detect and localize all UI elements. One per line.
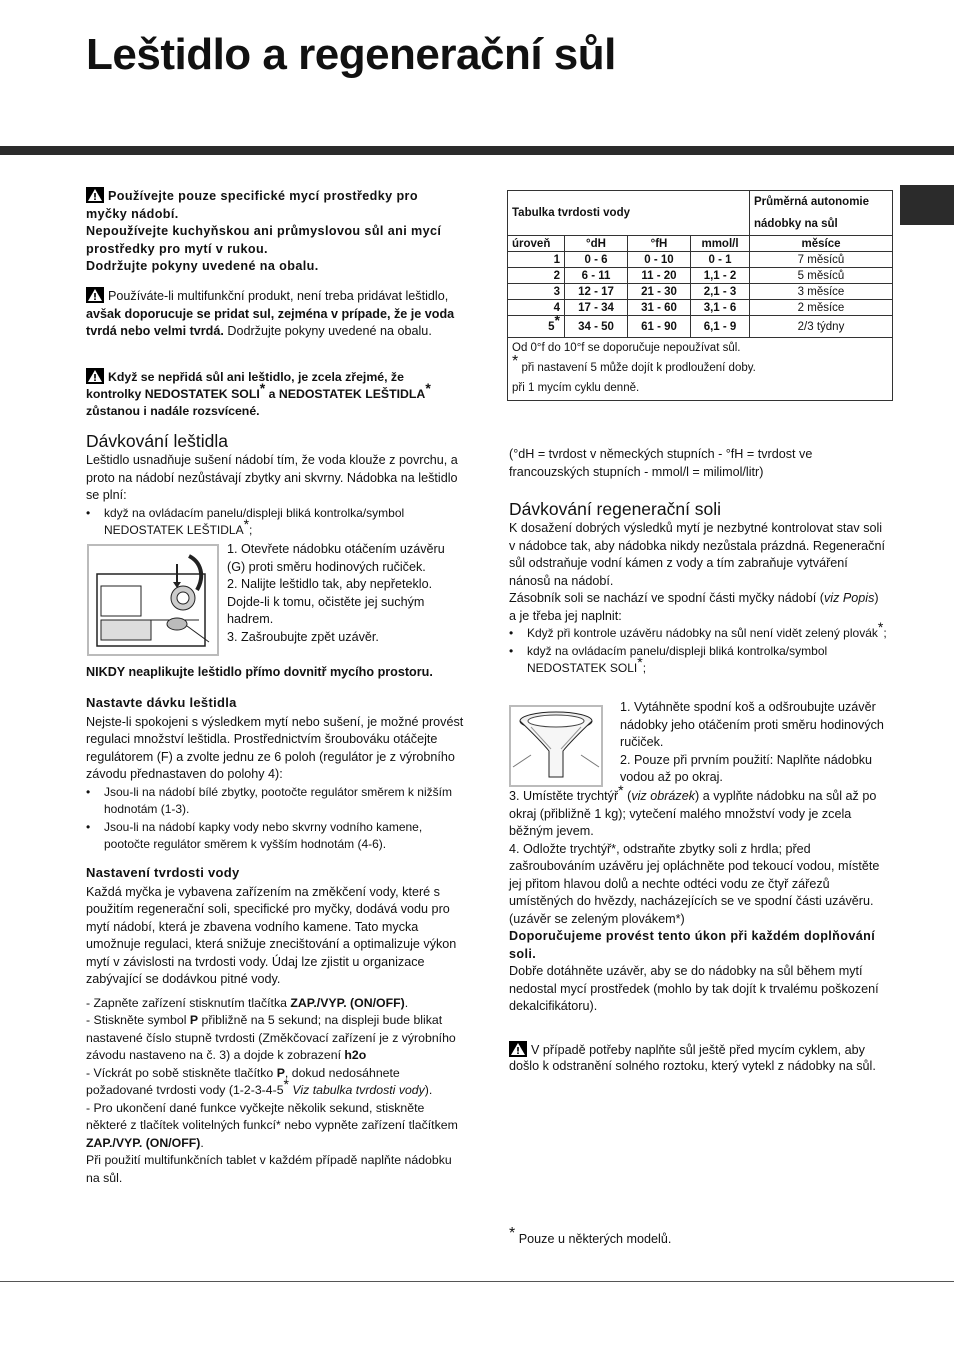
salt-bullets	[509, 619, 889, 678]
table-autonomy-header: Průměrná autonomie nádobky na sůl	[750, 191, 893, 236]
rinse-aid-heading: Dávkování leštidla	[86, 431, 229, 451]
table-notes-row: Od 0°f do 10°f se doporučuje nepoužívat sůl. * při nastavení 5 může dojít k prodloužení doby. při 1 mycím cyklu denně.	[508, 338, 893, 401]
warning-icon	[509, 1041, 527, 1057]
dose-heading: Nastavte dávku leštidla	[86, 695, 237, 710]
page-title: Leštidlo a regenerační sůl	[86, 30, 616, 79]
list-item: • Jsou-li na nádobí bílé zbytky, pootočte regulátor směrem k nižším hodnotám (1-3).	[86, 784, 464, 819]
hardness-heading: Nastavení tvrdosti vody	[86, 865, 240, 880]
warning-indicators: Když se nepřidá sůl ani leštidlo, je zcela zřejmé, že kontrolky NEDOSTATEK SOLI* a NEDOSTATEK LEŠTIDLA* zůstanou i nadále rozsvícené.	[86, 370, 431, 418]
rinse-aid-section: Dávkování leštidla Leštidlo usnadňuje sušení nádobí tím, že voda klouže z povrchu, a proto na nádobí nezůstávají zbytky ani skvrny. Nádobka na leštidlo se plní: • když na ovládacím panelu/displeji bliká kontrolka/symbol NEDOSTATEK LEŠTIDLA*;	[86, 430, 466, 540]
warning-multifunction: Používáte-li multifunkční produkt, není treba pridávat leštidlo, avšak doporucuje se pridat sul, zejména v prípade, že je voda tvrdá nebo velmi tvrdá. Dodržujte pokyny uvedené na obalu.	[86, 289, 455, 338]
table-header-row: úroveň °dH °fH mmol/l měsíce	[508, 236, 893, 252]
table-row: 3 12 - 17 21 - 30 2,1 - 3 3 měsíce	[508, 284, 893, 300]
rinse-aid-steps: 1. Otevřete nádobku otáčením uzávěru (G) proti směru hodinových ručiček. 2. Nalijte leštidlo tak, aby nepřeteklo. Dojde-li k tomu, očistěte jej suchým hadrem. 3. Zašroubujte zpět uzávěr.	[227, 542, 445, 644]
salt-warning: V případě potřeby naplňte sůl ještě před mycím cyklem, aby došlo k odstranění solného roztoku, který vytekl z nádobky na sůl.	[509, 1043, 876, 1073]
list-item: • když na ovládacím panelu/displeji bliká kontrolka/symbol NEDOSTATEK LEŠTIDLA*;	[86, 505, 466, 540]
hardness-steps: - Zapněte zařízení stisknutím tlačítka ZAP./VYP. (ON/OFF). - Stiskněte symbol P přibližně na 5 sekund; na displeji bude blikat nastavené číslo stupně tvrdosti (Změkčovací zařízení je z výrobního závodu nastaveno na č. 3) a dojde k zobrazení h2o - Víckrát po sobě stiskněte tlačítko P, dokud nedosáhnete požadované tvrdosti vody (1-2-3-4-5* Viz tabulka tvrdosti vody). - Pro ukončení dané funkce vyčkejte několik sekund, stiskněte některé z tlačítek volitelných funkcí* nebo vypněte zařízení tlačítkem ZAP./VYP. (ON/OFF). Při použití multifunkčních tablet v každém případě naplňte nádobku na sůl.	[86, 995, 458, 1185]
table-title: Tabulka tvrdosti vody	[508, 191, 750, 236]
table-row: 1 0 - 6 0 - 10 0 - 1 7 měsíců	[508, 252, 893, 268]
warning-icon	[86, 368, 104, 384]
salt-heading: Dávkování regenerační soli	[509, 499, 722, 519]
salt-steps-top: 1. Vytáhněte spodní koš a odšroubujte uzávěr nádobky jeho otáčením proti směru hodinových ručiček. 2. Pouze při prvním použití: Naplňte nádobku vodou až po okraj.	[620, 700, 884, 784]
list-item: • Když při kontrole uzávěru nádobky na sůl není vidět zelený plovák*;	[509, 625, 889, 643]
rinse-aid-figure	[87, 544, 219, 656]
table-row: 2 6 - 11 11 - 20 1,1 - 2 5 měsíců	[508, 268, 893, 284]
salt-section: Dávkování regenerační soli K dosažení dobrých výsledků mytí je nezbytné kontrolovat stav soli v nádobce tak, aby nádobka nikdy nezůstala prázdná. Regenerační sůl odstraňuje vodní kámen z vody a tím zabraňuje vytváření nánosů na nádobí. Zásobník soli se nachází ve spodní části myčky nádobí (viz Popis) a je třeba jej naplnit: • Když při kontrole uzávěru nádobky na sůl není vidět zelený plovák*; • když na ovládacím panelu/displeji bliká kontrolka/symbol NEDOSTATEK SOLI*;	[509, 498, 889, 678]
dose-bullets	[86, 784, 464, 854]
table-row: 5* 34 - 50 61 - 90 6,1 - 9 2/3 týdny	[508, 316, 893, 338]
funnel-illustration	[511, 707, 601, 785]
section-tab	[900, 185, 954, 225]
footer-rule	[0, 1281, 954, 1282]
table-row: 4 17 - 34 31 - 60 3,1 - 6 2 měsíce	[508, 300, 893, 316]
footnote: * Pouze u některých modelů.	[509, 1224, 672, 1246]
warning-icon	[86, 187, 104, 203]
rinse-aid-bullets	[86, 505, 466, 540]
rinse-aid-never: NIKDY neaplikujte leštidlo přímo dovnitř mycího prostoru.	[86, 665, 433, 679]
salt-funnel-figure	[509, 705, 603, 787]
dispenser-illustration	[89, 546, 217, 654]
hardness-section: Nastavení tvrdosti vody Každá myčka je vybavena zařízením na změkčení vody, které s použitím regenerační soli, specifické pro myčky, dodává vodu pro mytí nádobí, která je zbavena vodního kamene. Tato mycka umožnuje regulaci, která snižuje znecištování a optimalizuje výkon mytí v závislosti na tvrdosti vody. Údaj lze zjistit u organizace zabývající se dodávkou pitné vody. - Zapněte zařízení stisknutím tlačítka ZAP./VYP. (ON/OFF). - Stiskněte symbol P přibližně na 5 sekund; na displeji bude blikat nastavené číslo stupně tvrdosti (Změkčovací zařízení je z výrobního závodu nastaveno na č. 3) a dojde k zobrazení h2o - Víckrát po sobě stiskněte tlačítko P, dokud nedosáhnete požadované tvrdosti vody (1-2-3-4-5* Viz tabulka tvrdosti vody). - Pro ukončení dané funkce vyčkejte několik sekund, stiskněte některé z tlačítek volitelných funkcí* nebo vypněte zařízení tlačítkem ZAP./VYP. (ON/OFF). Při použití multifunkčních tablet v každém případě naplňte nádobku na sůl.	[86, 864, 464, 1187]
dose-section: Nastavte dávku leštidla Nejste-li spokojeni s výsledkem mytí nebo sušení, je možné provést regulaci množství leštidla. Prostřednictvím šroubováku otáčejte regulátorem (F) a zvolte jednu ze 6 poloh (regulátor je z výrobního závodu přednastaven do polohy 4): • Jsou-li na nádobí bílé zbytky, pootočte regulátor směrem k nižším hodnotám (1-3). • Jsou-li na nádobí kapky vody nebo skvrny vodního kamene, pootočte regulátor směrem k vyšším hodnotám (4-6).	[86, 694, 464, 854]
salt-steps: 3. Umístěte trychtýř* (viz obrázek) a vyplňte nádobku na sůl až po okraj (přibližně 1 kg); vytečení malého množství vody je zcela běžným jevem. 4. Odložte trychtýř*, odstraňte zbytky soli z hrdla; před zašroubováním uzávěru jej opláchněte pod tekoucí vodou, místěte jej přitom hlavou dolů a nechte odtéci vodu ze čtyř zářezů umístěných do hvězdy, nacházejících se ve spodní části uzávěru. (uzávěr se zeleným plovákem*) Doporučujeme provést tento úkon při každém doplňování soli. Dobře dotáhněte uzávěr, aby se do nádobky na sůl během mytí nedostal mycí prostředek (mohlo by tak dojít k trvalému poškození dekalcifikátoru).	[509, 781, 880, 1013]
list-item: • když na ovládacím panelu/displeji bliká kontrolka/symbol NEDOSTATEK SOLI*;	[509, 643, 889, 678]
units-note: (°dH = tvrdost v německých stupních - °fH = tvrdost ve francouzských stupních - mmol/l = milimol/litr)	[509, 447, 813, 479]
warning-detergent: Používejte pouze specifické mycí prostředky pro myčky nádobí. Nepoužívejte kuchyňskou ani průmyslovou sůl ani mycí prostředky pro mytí v rukou. Dodržujte pokyny uvedené na obalu.	[86, 189, 442, 273]
warning-icon	[86, 287, 104, 303]
header-rule	[0, 146, 954, 155]
water-hardness-table	[507, 190, 893, 401]
list-item: • Jsou-li na nádobí kapky vody nebo skvrny vodního kamene, pootočte regulátor směrem k vyšším hodnotám (4-6).	[86, 819, 464, 854]
